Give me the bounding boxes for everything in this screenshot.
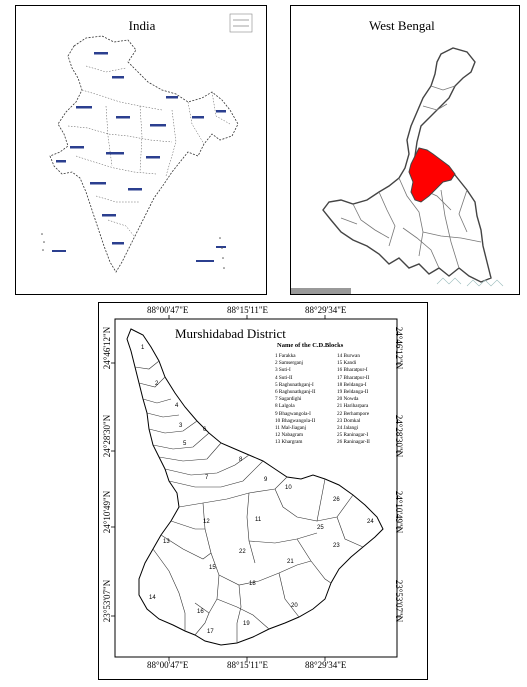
latitude-right-2: 24°28'30"N: [394, 414, 405, 458]
bottom-strip: [291, 288, 351, 294]
block-number-11: 11: [255, 517, 262, 523]
block-number-8: 8: [239, 457, 243, 463]
block-number-15: 15: [209, 565, 216, 571]
legend-item: 2 Samserganj: [275, 360, 303, 367]
block-number-20: 20: [291, 603, 298, 609]
block-number-25: 25: [317, 525, 324, 531]
longitude-top-3: 88°29'34"E: [305, 305, 347, 315]
india-map-title: India: [128, 18, 156, 33]
block-number-19: 19: [243, 621, 250, 627]
legend-item: 10 Bhagwangola-II: [275, 417, 316, 424]
murshidabad-map-panel: [98, 302, 428, 680]
legend-item: 11 Mal-Jiaganj: [275, 425, 307, 432]
latitude-right-1: 24°46'12"N: [394, 326, 405, 370]
sea-pattern: [437, 278, 503, 286]
legend-item: 25 Raninagar-I: [337, 432, 369, 439]
longitude-bottom-1: 88°00'47"E: [147, 660, 189, 670]
legend-item: 20 Nowda: [337, 396, 359, 403]
west-bengal-outline: [323, 48, 491, 282]
block-number-4: 4: [175, 403, 179, 409]
india-map: [16, 6, 268, 296]
longitude-top-1: 88°00'47"E: [147, 305, 189, 315]
block-number-23: 23: [333, 543, 340, 549]
legend-item: 21 Hariharpara: [337, 403, 369, 410]
legend-item: 3 Suti-I: [275, 367, 291, 374]
legend-item: 14 Burwan: [337, 353, 360, 359]
legend-item: 8 Lalgola: [275, 403, 295, 410]
west-bengal-map-title: West Bengal: [369, 18, 435, 33]
latitude-right-3: 24°10'49"N: [394, 490, 405, 534]
legend-column-1: [275, 353, 315, 447]
legend-item: 19 Beldanga-II: [337, 389, 369, 396]
legend-item: 1 Farakka: [275, 353, 296, 359]
legend-item: 15 Kandi: [337, 360, 357, 367]
legend-item: 13 Khargram: [275, 439, 303, 446]
murshidabad-map-title: Murshidabad District: [175, 326, 286, 341]
block-number-21: 21: [287, 559, 294, 565]
block-number-24: 24: [367, 519, 374, 525]
block-number-16: 16: [197, 609, 204, 615]
block-number-1: 1: [141, 345, 145, 351]
legend-column-2: [337, 353, 370, 447]
block-number-9: 9: [264, 477, 268, 483]
block-number-22: 22: [239, 549, 246, 555]
block-number-12: 12: [203, 519, 210, 525]
legend-item: 6 Raghunathganj-II: [275, 389, 316, 396]
west-bengal-map-panel: [290, 5, 520, 295]
legend-item: 5 Raghunathganj-I: [275, 381, 314, 388]
legend-item: 22 Berhampore: [337, 410, 370, 417]
block-number-14: 14: [149, 595, 156, 601]
block-number-17: 17: [207, 629, 214, 635]
block-number-26: 26: [333, 497, 340, 503]
india-outline: [50, 36, 238, 272]
india-state-labels: [52, 52, 226, 262]
india-scale-box: [230, 14, 252, 32]
india-map-panel: [15, 5, 267, 295]
legend-item: 26 Raninagar-II: [337, 439, 370, 446]
latitude-left-3: 24°10'49"N: [102, 490, 113, 534]
block-number-7: 7: [205, 475, 209, 481]
block-number-10: 10: [285, 485, 292, 491]
legend-item: 9 Bhagwangola-I: [275, 410, 311, 417]
block-number-5: 5: [183, 441, 187, 447]
block-number-2: 2: [155, 381, 159, 387]
block-number-18: 18: [249, 581, 256, 587]
murshidabad-map: [99, 303, 429, 681]
india-state-borders: [68, 66, 230, 236]
legend-item: 24 Jalangi: [337, 425, 359, 432]
legend-item: 18 Beldanga-I: [337, 381, 367, 388]
block-number-13: 13: [163, 539, 170, 545]
legend-item: 17 Bharatpur-II: [337, 374, 370, 381]
legend-item: 16 Bharatpur-I: [337, 367, 368, 374]
latitude-left-4: 23°53'07"N: [102, 579, 113, 623]
legend-item: 12 Nabagram: [275, 432, 304, 439]
legend-item: 7 Sagardighi: [275, 396, 302, 403]
block-number-6: 6: [203, 427, 207, 433]
latitude-left-2: 24°28'30"N: [102, 414, 113, 458]
longitude-bottom-2: 88°15'11"E: [227, 660, 269, 670]
latitude-right-4: 23°53'07"N: [394, 579, 405, 623]
legend-title: Name of the C.D.Blocks: [277, 342, 344, 349]
longitude-top-2: 88°15'11"E: [227, 305, 269, 315]
india-islands: [41, 233, 225, 269]
latitude-left-1: 24°46'12"N: [102, 326, 113, 370]
longitude-bottom-3: 88°29'34"E: [305, 660, 347, 670]
legend-item: 23 Domkal: [337, 417, 361, 424]
west-bengal-map: [291, 6, 521, 296]
legend-item: 4 Suti-II: [275, 374, 293, 381]
block-number-3: 3: [179, 423, 183, 429]
